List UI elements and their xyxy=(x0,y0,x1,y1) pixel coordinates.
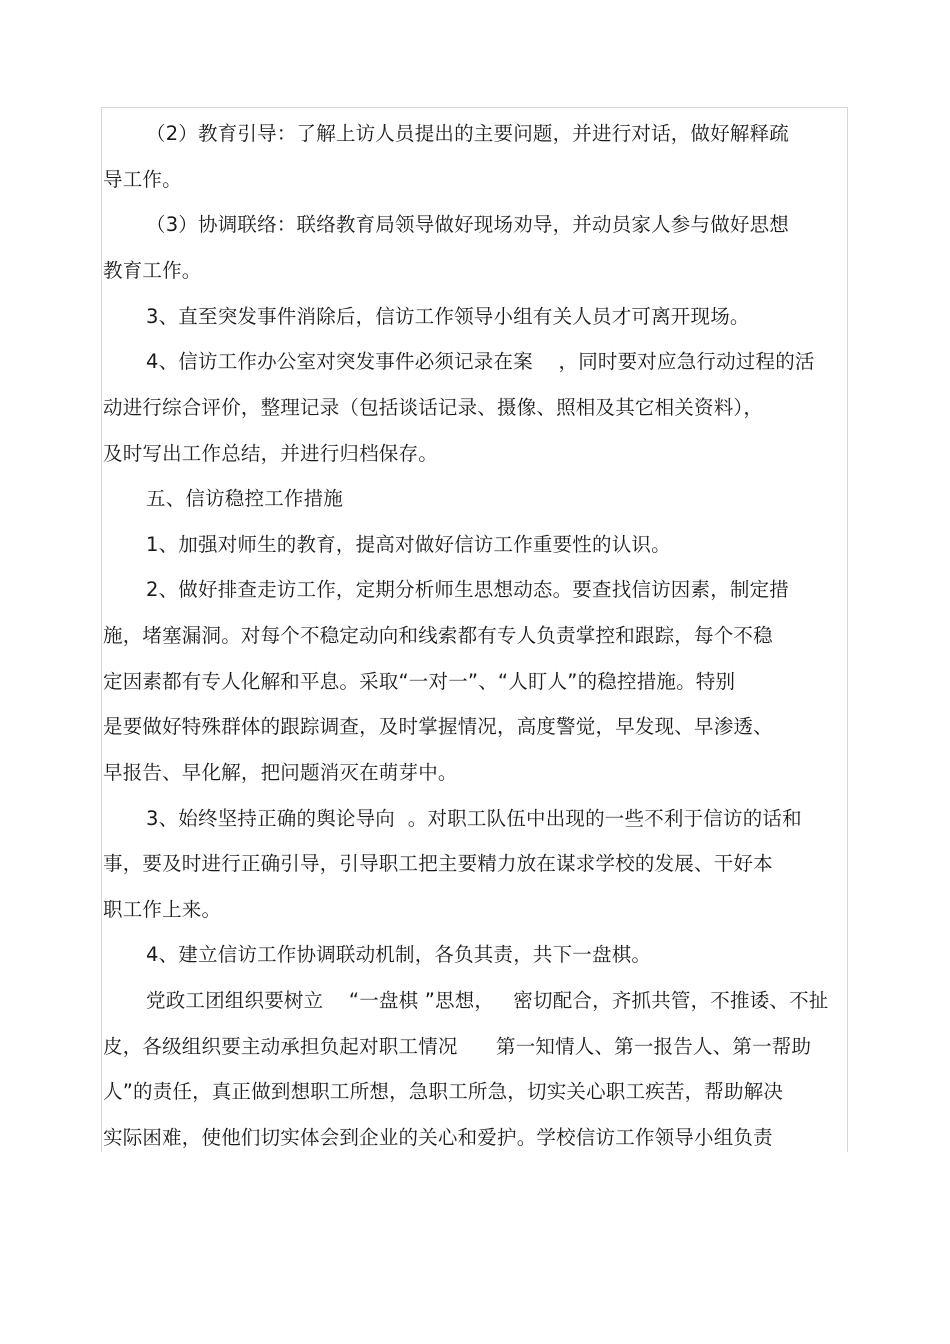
paragraph-line: 皮，各级组织要主动承担负起对职工情况 第一知情人、第一报告人、第一帮助 xyxy=(103,1035,812,1058)
paragraph-line: 2、做好排查走访工作，定期分析师生思想动态。要查找信访因素，制定措 xyxy=(146,578,790,601)
paragraph-line: 及时写出工作总结，并进行归档保存。 xyxy=(103,442,438,465)
paragraph-line: 导工作。 xyxy=(103,168,182,191)
paragraph-line: 动进行综合评价，整理记录（包括谈话记录、摄像、照相及其它相关资料）， xyxy=(103,396,764,419)
paragraph-line: （2）教育引导：了解上访人员提出的主要问题，并进行对话，做好解释疏 xyxy=(146,122,790,145)
paragraph-line: 事，要及时进行正确引导，引导职工把主要精力放在谋求学校的发展、干好本 xyxy=(103,852,773,875)
paragraph-line: 实际困难，使他们切实体会到企业的关心和爱护。学校信访工作领导小组负责 xyxy=(103,1126,773,1149)
paragraph-line: 3、直至突发事件消除后，信访工作领导小组有关人员才可离开现场。 xyxy=(146,305,750,328)
paragraph-line: 早报告、早化解，把问题消灭在萌芽中。 xyxy=(103,761,458,784)
paragraph-line: 4、信访工作办公室对突发事件必须记录在案 ，同时要对应急行动过程的活 xyxy=(146,350,815,373)
paragraph-line: 教育工作。 xyxy=(103,259,202,282)
paragraph-line: 是要做好特殊群体的跟踪调查，及时掌握情况，高度警觉，早发现、早渗透、 xyxy=(103,715,773,738)
paragraph-line: 职工作上来。 xyxy=(103,898,222,921)
section-heading: 五、信访稳控工作措施 xyxy=(146,487,344,510)
paragraph-line: 4、建立信访工作协调联动机制，各负其责，共下一盘棋。 xyxy=(146,943,652,966)
paragraph-line: （3）协调联络：联络教育局领导做好现场劝导，并动员家人参与做好思想 xyxy=(146,213,790,236)
paragraph-line: 3、始终坚持正确的舆论导向 。对职工队伍中出现的一些不利于信访的话和 xyxy=(146,807,802,830)
paragraph-line: 定因素都有专人化解和平息。采取“一对一”、“人盯人”的稳控措施。特别 xyxy=(103,670,736,693)
paragraph-line: 党政工团组织要树立 “一盘棋 ”思想， 密切配合，齐抓共管，不推诿、不扯 xyxy=(146,989,829,1012)
paragraph-line: 人”的责任，真正做到想职工所想，急职工所急，切实关心职工疾苦，帮助解决 xyxy=(103,1080,784,1103)
paragraph-line: 1、加强对师生的教育，提高对做好信访工作重要性的认识。 xyxy=(146,533,671,556)
paragraph-line: 施，堵塞漏洞。对每个不稳定动向和线索都有专人负责掌控和跟踪，每个不稳 xyxy=(103,624,773,647)
